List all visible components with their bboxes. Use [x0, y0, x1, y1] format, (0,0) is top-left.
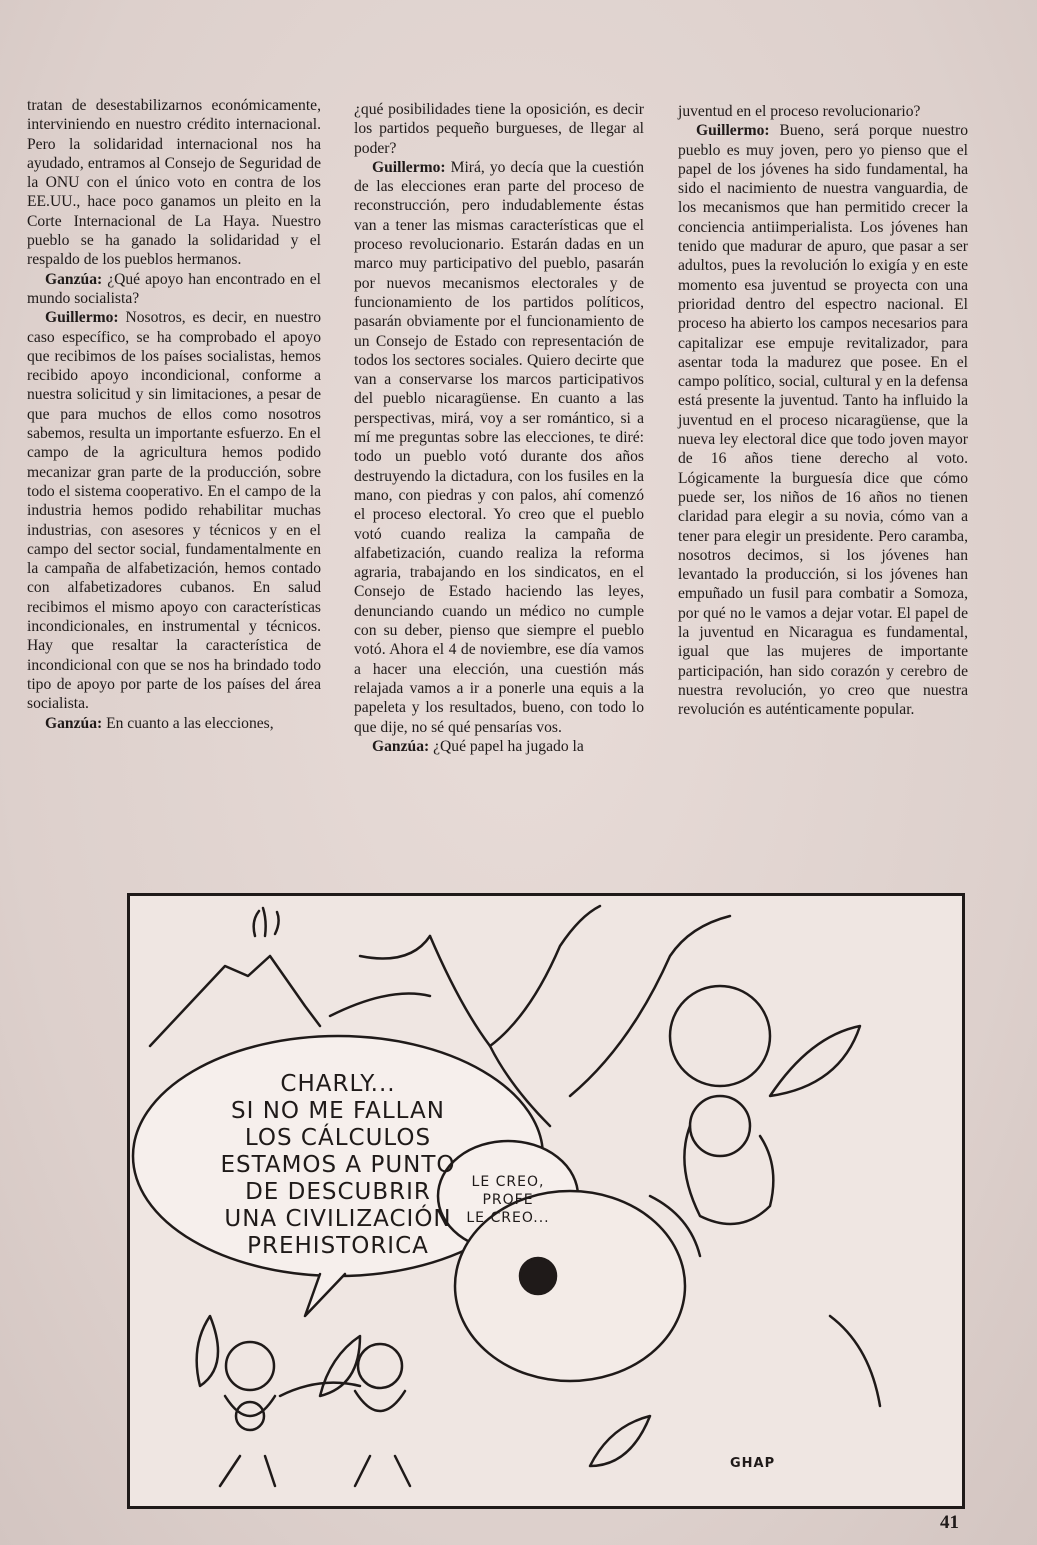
- speaker-label: Ganzúa:: [45, 714, 103, 732]
- sun-circle: [670, 986, 770, 1086]
- volcano-outline: [150, 956, 320, 1046]
- speech-line: PROFE: [482, 1192, 534, 1208]
- explorer-1-head: [226, 1342, 274, 1390]
- cartoonist-signature: GHAP: [730, 1456, 776, 1471]
- bubble-tail: [305, 1274, 345, 1316]
- speech-line: LOS CÁLCULOS: [244, 1125, 432, 1151]
- paragraph-text: Bueno, será porque nuestro pueblo es muy joven, pero yo pienso que el papel de los jóvenes ha sido fundamental, ha sido el nacimiento de nuestra vanguardia, de los mecanismos que han permitido crecer la conciencia antiimperialista. Los jóvenes han tenido que madurar de apuro, que pasar a ser adultos, pues la revolución lo exigía y en este momento esa juventud se proyecta con una prioridad dentro del espectro nacional. El proceso ha abierto los campos necesarios para capitalizar ese empuje revitalizador, para asentar toda la madurez que posee. En el campo político, social, cultural y en la defensa está presente la juventud. Tanto ha influido la juventud en el proceso nicaragüense, que la nueva ley electoral dice que todo joven mayor de 16 años tiene derecho al voto. Lógicamente la burguesía dice que cómo puede ser, los niños de 16 años no tienen claridad para elegir a su novia, cómo van a tener para elegir un presidente. Pero caramba, nosotros decimos, si los jóvenes han levantado la producción, si los jóvenes han empuñado un fusil para combatir a Somoza, por qué no le vamos a dejar votar. El papel de la juventud en Nicaragua es fundamental, igual que las mujeres de importante participación, han sido corazón y cerebro de nuestra revolución, yo creo que nuestra revolución es auténticamente popular.: [678, 122, 968, 719]
- paragraph: [27, 270, 321, 309]
- paragraph: [678, 121, 968, 719]
- text-column-3: [678, 102, 968, 720]
- paragraph: ¿qué posibilidades tiene la oposición, es decir los partidos pequeño burgueses, de llegar al poder?: [354, 101, 644, 157]
- text-column-1: [27, 96, 321, 733]
- speaker-label: Guillermo:: [45, 309, 119, 327]
- speech-line: ESTAMOS A PUNTO: [220, 1152, 456, 1178]
- tree-trunk-right: [570, 916, 730, 1096]
- paragraph: [27, 714, 321, 733]
- speech-line: CHARLY...: [280, 1071, 396, 1097]
- speaker-label: Guillermo:: [696, 122, 770, 140]
- paragraph: [354, 158, 644, 737]
- explorer-2-head: [358, 1344, 402, 1388]
- explorer-bodies: [225, 1391, 405, 1416]
- speech-line: LE CREO...: [466, 1210, 550, 1226]
- paragraph-text: En cuanto a las elecciones,: [102, 714, 274, 732]
- speaker-label: Ganzúa:: [372, 737, 430, 755]
- paragraph-text: Nosotros, es decir, en nuestro caso específico, se ha comprobado el apoyo que recibimos de los países socialistas, hemos recibido apoyo incondicional, conforme a nuestra solicitud y sin limitaciones, a pesar de que para muchos de ellos como nosotros sabemos, resulta un importante esfuerzo. En el campo de la agricultura hemos podido mecanizar gran parte de la producción, sobre todo el sistema cooperativo. En el campo de la industria hemos podido rehabilitar muchas industrias, con asesores y técnicos y en el campo del sector social, fundamentalmente en la campaña de alfabetización, hemos contado con alfabetizadores cubanos. En salud recibimos el mismo apoyo con características incondicionales, en instrumental y técnicos. Hay que resaltar la característica de incondicional con que se nos ha brindado todo tipo de apoyo por parte de los países del área socialista.: [27, 309, 321, 713]
- paragraph-text: Mirá, yo decía que la cuestión de las elecciones eran parte del proceso de reconstrucción, pero indudablemente éstas van a tener las mismas características que el proceso revolucionario. Estarán dadas en un marco muy participativo del pueblo, pasarán por nuevos mecanismos electorales y de funcionamiento de los partidos políticos, pasarán obviamente por el funcionamiento de un Consejo de Estado con representación de todos los sectores sociales. Quiero decirte que van a conservarse los marcos participativos del pueblo nicaragüense. En cuanto a las perspectivas, mirá, voy a ser romántico, si a mí me preguntas sobre las elecciones, te diré: todo un pueblo votó durante dos años destruyendo la dictadura, con los fusiles en la mano, con piedras y con palos, ahí comenzó el proceso electoral. Yo creo que el pueblo votó cuando realiza la campaña de alfabetización, cuando realiza la reforma agraria, trabajando en los sindicatos, en el Consejo de Estado haciendo las leyes, denunciando cuando un médico no cumple con su deber, pienso que siempre el pueblo votó. Ahora el 4 de noviembre, ese día vamos a hacer una elección, una cuestión más relajada vamos a ir a ponerle una equis a la papeleta y los resultados, bueno, con todo lo que dije, no sé qué pensarías vos.: [354, 158, 644, 736]
- speech-line: PREHISTORICA: [247, 1233, 429, 1259]
- branches: [330, 936, 430, 1016]
- explorer-legs: [220, 1456, 410, 1486]
- caveman-body: [684, 1126, 773, 1224]
- paragraph: [27, 308, 321, 713]
- paragraph-text: ¿Qué apoyo han encontrado en el mundo socialista?: [27, 270, 321, 307]
- paragraph-text: ¿Qué papel ha jugado la: [429, 737, 584, 755]
- speaker-label: Guillermo:: [372, 158, 446, 176]
- big-speech-text: [188, 1071, 488, 1260]
- caveman-head: [690, 1096, 750, 1156]
- creature-pupil: [520, 1258, 556, 1294]
- speech-line: SI NO ME FALLAN: [231, 1098, 445, 1124]
- speaker-label: Ganzúa:: [45, 270, 103, 288]
- page-number: 41: [940, 1512, 959, 1533]
- speech-line: UNA CIVILIZACIÓN: [224, 1206, 452, 1232]
- speech-line: DE DESCUBRIR: [245, 1179, 431, 1205]
- smoke-lines: [254, 908, 279, 936]
- paragraph: juventud en el proceso revolucionario?: [678, 103, 921, 120]
- speech-line: LE CREO,: [471, 1174, 545, 1190]
- small-speech-text: [463, 1173, 553, 1227]
- cartoon-panel: [127, 893, 965, 1509]
- tree-trunk-left: [430, 906, 600, 1046]
- paragraph: tratan de desestabilizarnos económicamente, interviniendo en nuestro crédito internacional. Pero la solidaridad internacional nos ha ayudado, entramos al Consejo de Seguridad de la ONU con el único voto en contra de los EE.UU., hace poco ganamos un pleito en la Corte Internacional de La Haya. Nuestro pueblo se ha ganado la solidaridad y el respaldo de los pueblos hermanos.: [27, 97, 321, 269]
- text-column-2: [354, 100, 644, 756]
- paragraph: [354, 737, 644, 756]
